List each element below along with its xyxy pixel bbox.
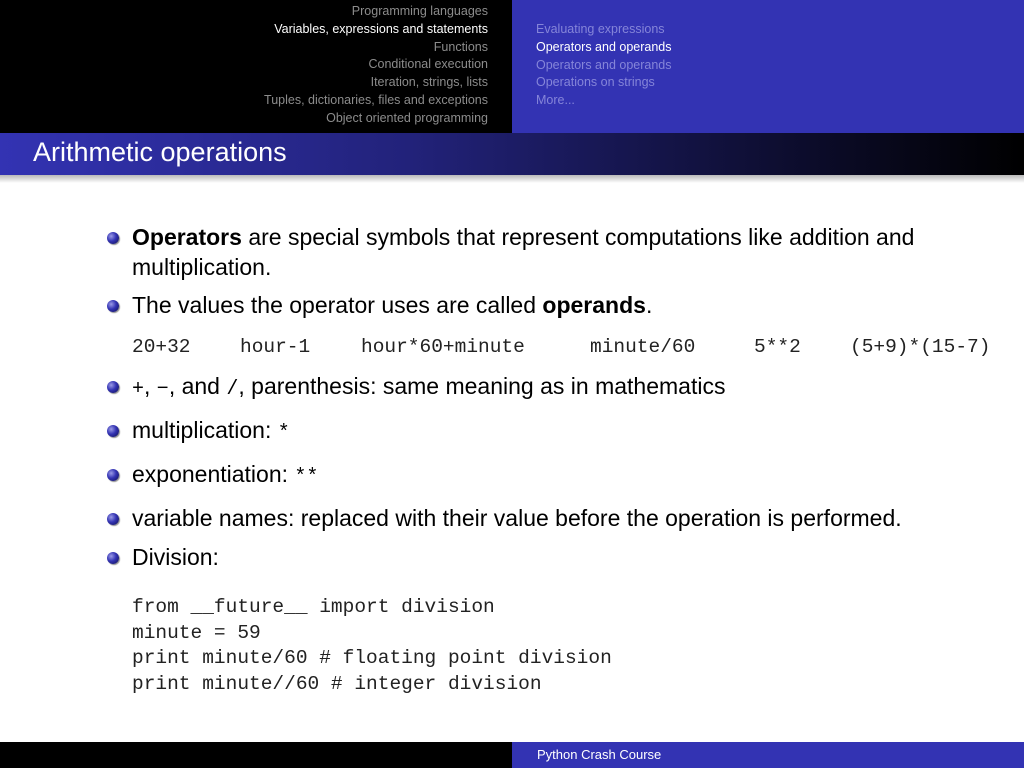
code-line: print minute/60 # floating point division [132, 647, 612, 669]
operator-minus: − [156, 378, 169, 401]
nav-subsection-evaluating-expressions[interactable]: Evaluating expressions [536, 22, 665, 36]
nav-section-programming-languages[interactable]: Programming languages [351, 4, 488, 18]
code-line: print minute//60 # integer division [132, 672, 542, 695]
bullet-item-exponentiation [0, 459, 1024, 493]
expression-example: (5+9)*(15-7) [850, 336, 991, 358]
division-code-block [132, 595, 612, 697]
nav-section-conditional-execution[interactable]: Conditional execution [368, 57, 488, 72]
footer-right [512, 742, 1024, 768]
operator-multiply: * [277, 422, 290, 445]
operator-power: ** [294, 466, 319, 489]
bullet-item-operands [0, 290, 1024, 320]
footer-left [0, 742, 512, 768]
operator-plus: + [132, 378, 145, 401]
separator-text: , [144, 373, 157, 399]
bullet-item-multiplication [0, 415, 1024, 449]
bullet-ball-icon [107, 513, 119, 525]
slide-content-lower [0, 371, 1024, 572]
expression-example: hour-1 [240, 336, 311, 358]
bullet-text: variable names: replaced with their value before the operation is performed. [132, 505, 902, 531]
bullet-ball-icon [107, 425, 119, 437]
term-operands: operands [542, 292, 646, 318]
footer-bar [0, 742, 1024, 768]
bullet-ball-icon [107, 232, 119, 244]
nav-section-functions[interactable]: Functions [433, 39, 488, 54]
expression-example: 5**2 [754, 336, 801, 358]
bullet-ball-icon [107, 300, 119, 312]
bullet-ball-icon [107, 381, 119, 393]
nav-subsection-operators-operands[interactable]: Operators and operands [536, 57, 672, 72]
bullet-text: exponentiation: [132, 461, 295, 487]
nav-subsection-operators-operands-current[interactable]: Operators and operands [536, 39, 672, 54]
footer-title: Python Crash Course [537, 747, 662, 762]
bullet-text: Division: [132, 544, 219, 570]
title-shadow [0, 175, 1024, 183]
nav-section-iteration[interactable]: Iteration, strings, lists [370, 75, 488, 90]
bullet-ball-icon [107, 469, 119, 481]
operator-divide: / [226, 378, 239, 401]
subsection-navigation [512, 0, 1024, 133]
nav-section-tuples-dictionaries[interactable]: Tuples, dictionaries, files and exceptions [264, 92, 488, 107]
nav-section-object-oriented[interactable]: Object oriented programming [326, 110, 488, 125]
frame-title: Arithmetic operations [33, 137, 287, 167]
nav-section-variables-expressions[interactable]: Variables, expressions and statements [274, 21, 488, 36]
bullet-item-division [0, 542, 1024, 572]
expression-example: minute/60 [590, 336, 696, 358]
code-line: from __future__ import division [132, 596, 495, 618]
bullet-text-end: . [645, 292, 653, 318]
navigation-header [0, 0, 1024, 133]
bullet-item-basic-operators [0, 371, 1024, 405]
frame-title-bar [0, 133, 1024, 175]
bullet-item-variable-names [0, 503, 1024, 533]
expression-example: hour*60+minute [361, 336, 525, 358]
expression-example: 20+32 [132, 336, 191, 358]
bullet-ball-icon [107, 552, 119, 564]
term-operators: Operators [132, 224, 242, 250]
nav-subsection-more[interactable]: More... [536, 93, 575, 108]
separator-text: , and [168, 373, 227, 399]
nav-subsection-operations-on-strings[interactable]: Operations on strings [536, 75, 655, 90]
bullet-text: are special symbols that represent computations like addition and multiplication. [132, 224, 915, 280]
bullet-text: multiplication: [132, 417, 278, 443]
expression-examples [132, 336, 1024, 360]
code-line: minute = 59 [132, 621, 261, 644]
bullet-text: , parenthesis: same meaning as in mathematics [238, 373, 726, 399]
section-navigation [0, 0, 512, 133]
slide-content [0, 222, 1024, 320]
bullet-item-operators [0, 222, 1024, 282]
bullet-text: The values the operator uses are called [132, 292, 543, 318]
